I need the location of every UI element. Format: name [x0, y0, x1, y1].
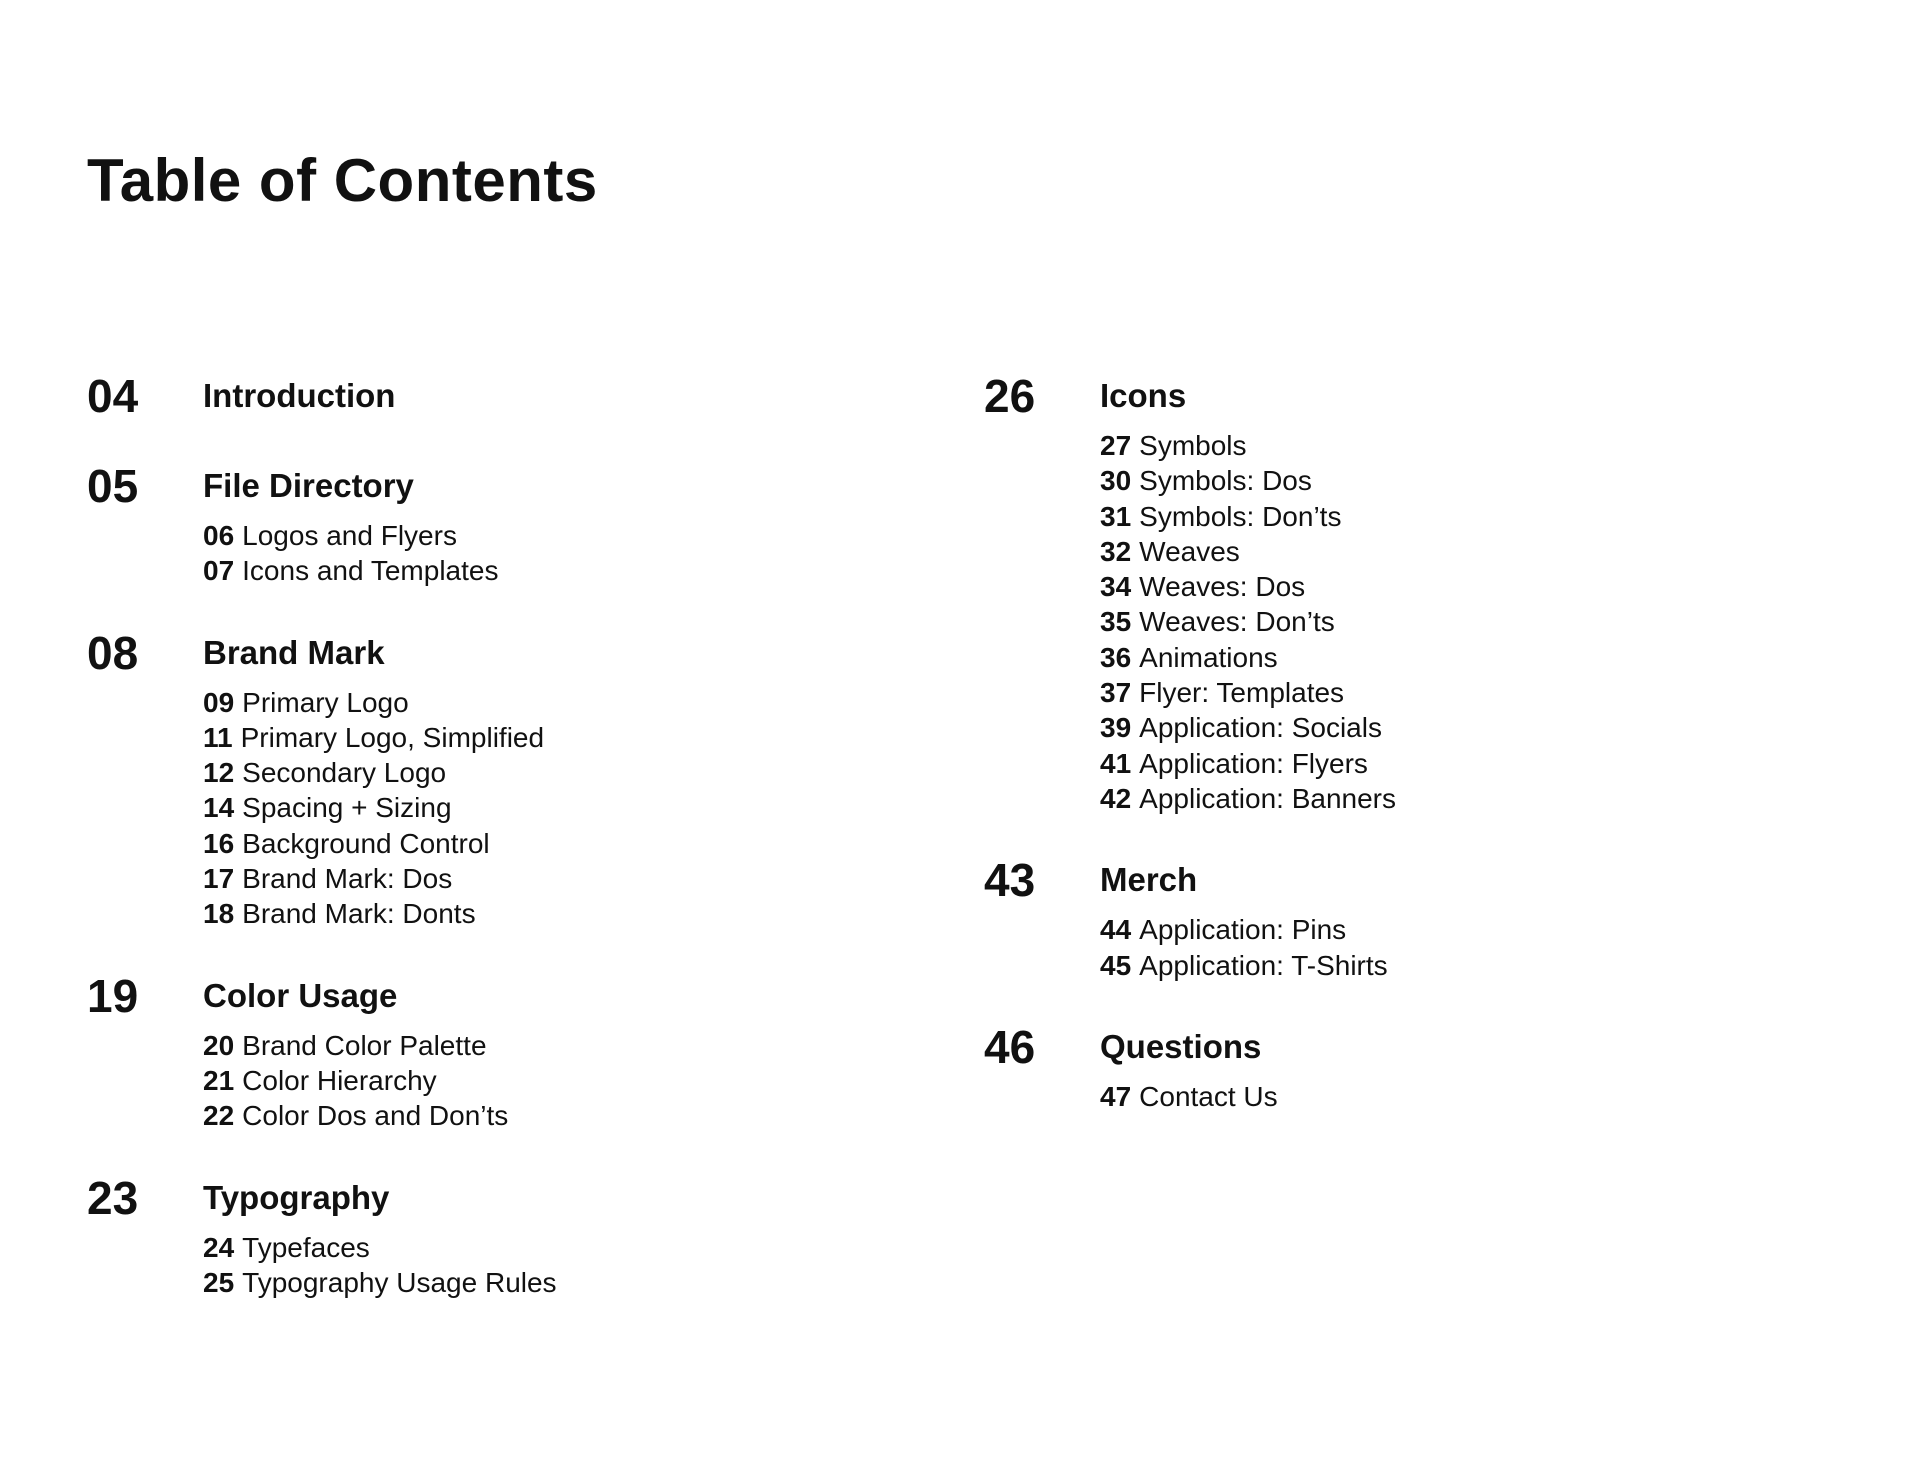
toc-subsection-item[interactable] [203, 826, 907, 861]
subsection-page-number: 32 [1100, 535, 1132, 567]
toc-subsection-list [1100, 912, 1804, 983]
subsection-page-number: 20 [203, 1029, 235, 1061]
toc-subsection-item[interactable] [203, 1265, 907, 1300]
toc-section [87, 627, 907, 932]
subsection-page-number: 07 [203, 555, 235, 587]
toc-right-column [984, 370, 1804, 1152]
section-title: Brand Mark [203, 633, 385, 671]
subsection-page-number: 12 [203, 757, 235, 789]
subsection-label: Icons and Templates [242, 555, 499, 587]
subsection-page-number: 21 [203, 1064, 235, 1096]
subsection-page-number: 37 [1100, 677, 1132, 709]
section-page-number: 05 [87, 460, 139, 512]
subsection-label: Spacing + Sizing [242, 792, 452, 824]
toc-subsection-item[interactable] [1100, 569, 1804, 604]
toc-subsection-item[interactable] [203, 720, 907, 755]
subsection-page-number: 34 [1100, 571, 1132, 603]
subsection-page-number: 47 [1100, 1080, 1132, 1112]
subsection-label: Background Control [242, 827, 490, 859]
toc-subsection-item[interactable] [203, 1028, 907, 1063]
toc-subsection-item[interactable] [203, 518, 907, 553]
subsection-label: Contact Us [1139, 1080, 1278, 1112]
toc-subsection-item[interactable] [203, 685, 907, 720]
subsection-page-number: 25 [203, 1266, 235, 1298]
toc-subsection-item[interactable] [1100, 912, 1804, 947]
subsection-label: Typography Usage Rules [242, 1266, 557, 1298]
toc-subsection-item[interactable] [1100, 604, 1804, 639]
toc-section [87, 460, 907, 589]
toc-section-header[interactable] [87, 460, 907, 512]
toc-section [87, 970, 907, 1134]
toc-section [87, 1172, 907, 1301]
toc-subsection-item[interactable] [1100, 428, 1804, 463]
toc-subsection-list [1100, 428, 1804, 816]
subsection-label: Logos and Flyers [242, 520, 457, 551]
section-page-number: 43 [984, 854, 1036, 907]
section-title: File Directory [203, 467, 414, 504]
section-page-number: 04 [87, 370, 139, 422]
toc-subsection-item[interactable] [1100, 499, 1804, 534]
toc-section-header[interactable] [87, 627, 907, 679]
section-page-number: 08 [87, 626, 139, 679]
subsection-label: Secondary Logo [242, 757, 447, 789]
subsection-label: Application: Flyers [1139, 747, 1368, 779]
section-title: Typography [203, 1178, 390, 1216]
subsection-label: Weaves: Don’ts [1139, 606, 1335, 638]
section-title: Questions [1100, 1027, 1262, 1065]
subsection-page-number: 16 [203, 827, 235, 859]
toc-section-header[interactable] [984, 1021, 1804, 1073]
subsection-page-number: 45 [1100, 949, 1132, 981]
page-title: Table of Contents [87, 147, 598, 214]
subsection-label: Brand Mark: Donts [242, 898, 476, 930]
subsection-page-number: 31 [1100, 500, 1132, 532]
section-page-number: 19 [87, 969, 139, 1022]
subsection-page-number: 11 [203, 721, 233, 753]
subsection-page-number: 35 [1100, 606, 1132, 638]
toc-subsection-item[interactable] [1100, 781, 1804, 816]
subsection-label: Symbols: Don’ts [1139, 500, 1342, 532]
toc-section-header[interactable] [984, 370, 1804, 422]
toc-subsection-item[interactable] [1100, 948, 1804, 983]
toc-section [984, 854, 1804, 983]
subsection-label: Typefaces [242, 1231, 370, 1263]
toc-subsection-list [203, 685, 907, 932]
subsection-page-number: 39 [1100, 712, 1132, 744]
section-title: Introduction [203, 377, 396, 414]
subsection-label: Symbols [1139, 430, 1247, 461]
subsection-label: Primary Logo [242, 686, 409, 718]
toc-subsection-item[interactable] [1100, 1079, 1804, 1114]
subsection-page-number: 22 [203, 1100, 235, 1132]
subsection-page-number: 36 [1100, 641, 1132, 673]
toc-subsection-item[interactable] [1100, 675, 1804, 710]
subsection-label: Weaves: Dos [1139, 571, 1306, 603]
section-page-number: 23 [87, 1171, 139, 1224]
toc-subsection-item[interactable] [203, 553, 907, 588]
toc-section-header[interactable] [984, 854, 1804, 906]
toc-section [984, 1021, 1804, 1114]
subsection-label: Application: Pins [1139, 914, 1347, 946]
toc-subsection-item[interactable] [203, 861, 907, 896]
subsection-page-number: 42 [1100, 782, 1132, 814]
toc-subsection-item[interactable] [203, 755, 907, 790]
toc-section [87, 370, 907, 422]
section-title: Color Usage [203, 976, 398, 1014]
toc-subsection-item[interactable] [1100, 710, 1804, 745]
subsection-page-number: 06 [203, 520, 235, 551]
subsection-page-number: 30 [1100, 465, 1132, 497]
subsection-label: Flyer: Templates [1139, 677, 1345, 709]
subsection-label: Animations [1139, 641, 1278, 673]
toc-section [984, 370, 1804, 816]
toc-subsection-list [203, 1230, 907, 1301]
subsection-label: Weaves [1139, 535, 1240, 567]
toc-subsection-item[interactable] [1100, 463, 1804, 498]
toc-subsection-list [203, 1028, 907, 1134]
subsection-page-number: 24 [203, 1231, 235, 1263]
subsection-label: Color Dos and Don’ts [242, 1100, 509, 1132]
toc-subsection-item[interactable] [203, 790, 907, 825]
subsection-label: Color Hierarchy [242, 1064, 437, 1096]
toc-subsection-item[interactable] [1100, 746, 1804, 781]
subsection-label: Primary Logo, Simplified [240, 721, 545, 753]
subsection-page-number: 41 [1100, 747, 1132, 779]
toc-subsection-item[interactable] [1100, 534, 1804, 569]
toc-left-column [87, 370, 907, 1338]
toc-section-header[interactable] [87, 970, 907, 1022]
toc-subsection-item[interactable] [203, 1230, 907, 1265]
toc-subsection-item[interactable] [203, 1063, 907, 1098]
toc-subsection-item[interactable] [1100, 640, 1804, 675]
subsection-label: Brand Mark: Dos [242, 863, 453, 895]
subsection-label: Application: T-Shirts [1139, 949, 1388, 981]
subsection-label: Application: Socials [1139, 712, 1382, 744]
toc-subsection-list [203, 518, 907, 589]
section-title: Icons [1100, 377, 1187, 414]
section-page-number: 46 [984, 1020, 1036, 1073]
subsection-page-number: 44 [1100, 914, 1132, 946]
toc-section-header[interactable] [87, 1172, 907, 1224]
section-title: Merch [1100, 861, 1198, 899]
subsection-label: Application: Banners [1139, 782, 1396, 814]
subsection-page-number: 27 [1100, 430, 1132, 461]
toc-subsection-item[interactable] [203, 896, 907, 931]
subsection-label: Brand Color Palette [242, 1029, 487, 1061]
subsection-label: Symbols: Dos [1139, 465, 1312, 497]
subsection-page-number: 18 [203, 898, 235, 930]
toc-subsection-list [1100, 1079, 1804, 1114]
toc-subsection-item[interactable] [203, 1098, 907, 1133]
subsection-page-number: 14 [203, 792, 235, 824]
section-page-number: 26 [984, 370, 1036, 422]
subsection-page-number: 17 [203, 863, 235, 895]
toc-section-header[interactable] [87, 370, 907, 422]
subsection-page-number: 09 [203, 686, 235, 718]
